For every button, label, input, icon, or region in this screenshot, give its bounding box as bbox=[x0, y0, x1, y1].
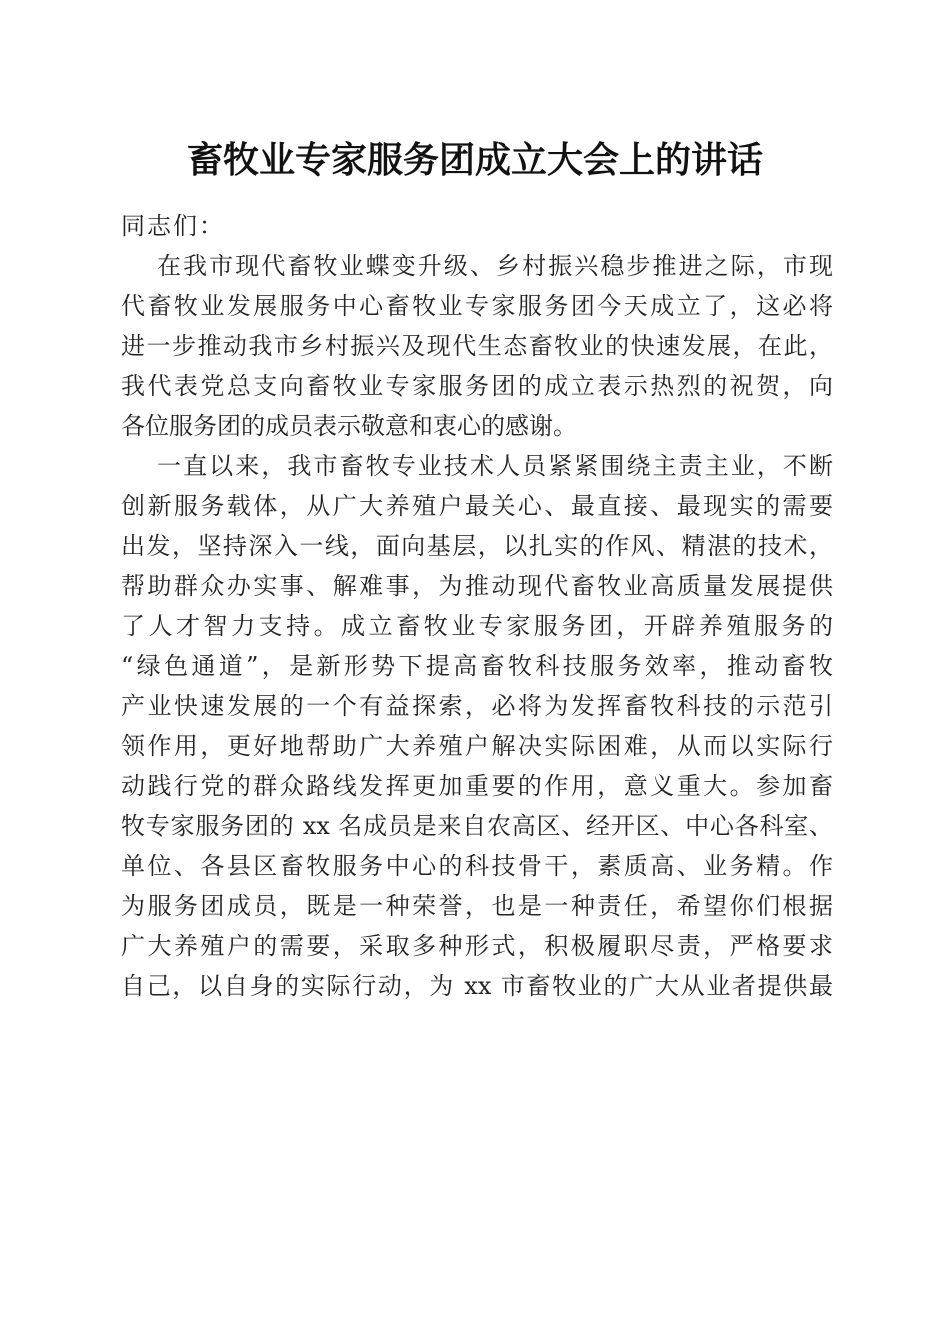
paragraph-2 bbox=[121, 446, 833, 1006]
paragraph-line: 领作用，更好地帮助广大养殖户解决实际困难，从而以实际行 bbox=[121, 732, 833, 760]
paragraph-line: 为服务团成员，既是一种荣誉，也是一种责任，希望你们根据 bbox=[121, 892, 833, 920]
paragraph-line: 帮助群众办实事、解难事，为推动现代畜牧业高质量发展提供 bbox=[121, 572, 833, 600]
paragraph-line: 代畜牧业发展服务中心畜牧业专家服务团今天成立了，这必将 bbox=[121, 292, 833, 320]
paragraph-line: 各位服务团的成员表示敬意和衷心的感谢。 bbox=[121, 412, 577, 440]
paragraph-line: 一直以来，我市畜牧专业技术人员紧紧围绕主责主业，不断 bbox=[157, 452, 833, 480]
paragraph-line: 进一步推动我市乡村振兴及现代生态畜牧业的快速发展，在此， bbox=[121, 332, 833, 360]
paragraph-line: 出发，坚持深入一线，面向基层，以扎实的作风、精湛的技术， bbox=[121, 532, 833, 560]
document-title: 畜牧业专家服务团成立大会上的讲话 bbox=[186, 139, 763, 181]
paragraph-line: 单位、各县区畜牧服务中心的科技骨干，素质高、业务精。作 bbox=[121, 852, 833, 880]
document-body bbox=[121, 206, 833, 1006]
paragraph-line: “绿色通道”，是新形势下提高畜牧科技服务效率，推动畜牧 bbox=[121, 652, 833, 680]
salutation: 同志们： bbox=[121, 212, 225, 240]
paragraph-line: 在我市现代畜牧业蝶变升级、乡村振兴稳步推进之际，市现 bbox=[157, 252, 833, 280]
paragraph-line: 我代表党总支向畜牧业专家服务团的成立表示热烈的祝贺，向 bbox=[121, 372, 833, 400]
paragraph-line: 广大养殖户的需要，采取多种形式，积极履职尽责，严格要求 bbox=[121, 932, 833, 960]
paragraph-line: 牧专家服务团的 xx 名成员是来自农高区、经开区、中心各科室、 bbox=[121, 812, 833, 840]
paragraph-line: 产业快速发展的一个有益探索，必将为发挥畜牧科技的示范引 bbox=[121, 692, 833, 720]
paragraph-line: 动践行党的群众路线发挥更加重要的作用，意义重大。参加畜 bbox=[121, 772, 833, 800]
paragraph-line: 了人才智力支持。成立畜牧业专家服务团，开辟养殖服务的 bbox=[121, 612, 833, 640]
paragraph-line: 创新服务载体，从广大养殖户最关心、最直接、最现实的需要 bbox=[121, 492, 833, 520]
paragraph-1 bbox=[121, 246, 833, 446]
paragraph-line: 自己，以自身的实际行动，为 xx 市畜牧业的广大从业者提供最 bbox=[121, 972, 833, 1000]
